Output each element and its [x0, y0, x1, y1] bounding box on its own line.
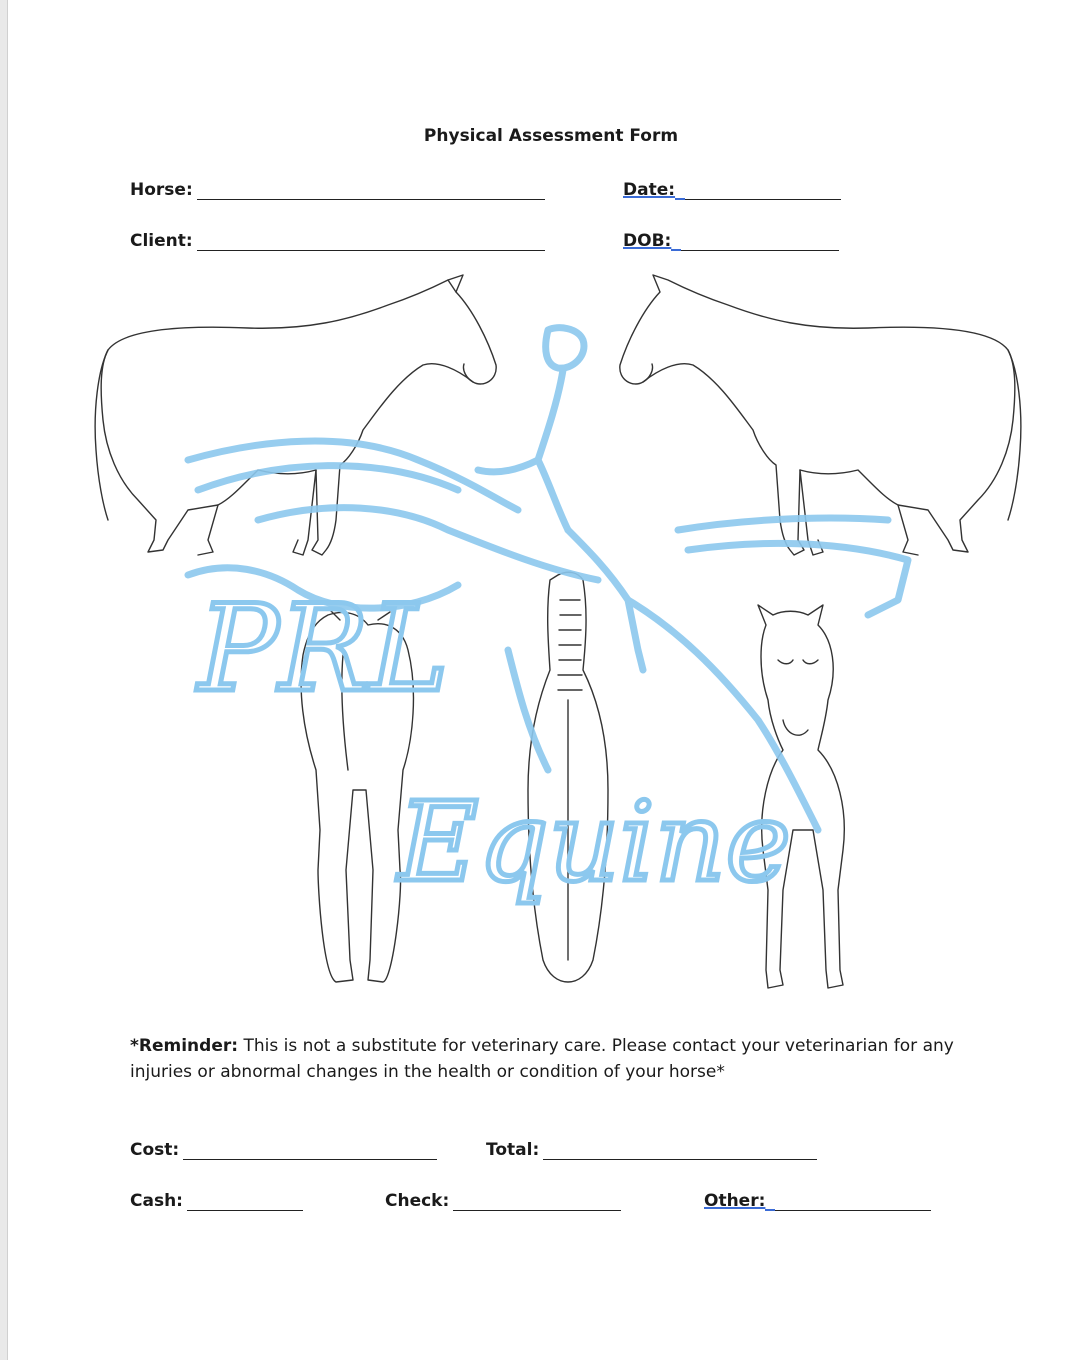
cost-field[interactable] [130, 1140, 437, 1160]
client-field[interactable] [130, 231, 545, 251]
reminder-note [130, 1033, 990, 1085]
cash-label: Cash: [130, 1191, 183, 1211]
check-label: Check: [385, 1191, 450, 1211]
date-field[interactable] [623, 180, 841, 200]
date-blue-mark [675, 182, 685, 200]
horse-diagram[interactable] [78, 270, 1038, 1000]
form-page [7, 0, 1080, 1360]
horse-side-right [620, 275, 1021, 555]
watermark-text-bottom: Equine [398, 778, 791, 906]
horse-field[interactable] [130, 180, 545, 200]
other-field[interactable] [704, 1191, 931, 1211]
date-line[interactable] [685, 183, 841, 200]
total-line[interactable] [543, 1143, 817, 1160]
cost-line[interactable] [183, 1143, 437, 1160]
reminder-text: This is not a substitute for veterinary care. Please contact your veterinarian for any injuries or abnormal changes in the health or condition of your horse* [130, 1036, 954, 1082]
other-blue-mark [765, 1193, 775, 1211]
horse-line[interactable] [197, 183, 545, 200]
dob-blue-mark [671, 233, 681, 251]
watermark-text [196, 580, 791, 906]
total-field[interactable] [486, 1140, 817, 1160]
watermark-logo [188, 328, 908, 830]
check-field[interactable] [385, 1191, 621, 1211]
date-label: Date: [623, 180, 676, 200]
form-title: Physical Assessment Form [423, 126, 679, 146]
total-label: Total: [486, 1140, 540, 1160]
dob-field[interactable] [623, 231, 839, 251]
client-label: Client: [130, 231, 193, 251]
check-line[interactable] [453, 1194, 621, 1211]
watermark-text-top: PRL [198, 580, 449, 719]
cash-line[interactable] [187, 1194, 303, 1211]
dob-label: DOB: [623, 231, 672, 251]
reminder-bold: *Reminder: [130, 1036, 239, 1056]
other-label: Other: [704, 1191, 766, 1211]
other-line[interactable] [775, 1194, 931, 1211]
horse-label: Horse: [130, 180, 193, 200]
dob-line[interactable] [681, 234, 839, 251]
client-line[interactable] [197, 234, 545, 251]
cash-field[interactable] [130, 1191, 303, 1211]
cost-label: Cost: [130, 1140, 180, 1160]
